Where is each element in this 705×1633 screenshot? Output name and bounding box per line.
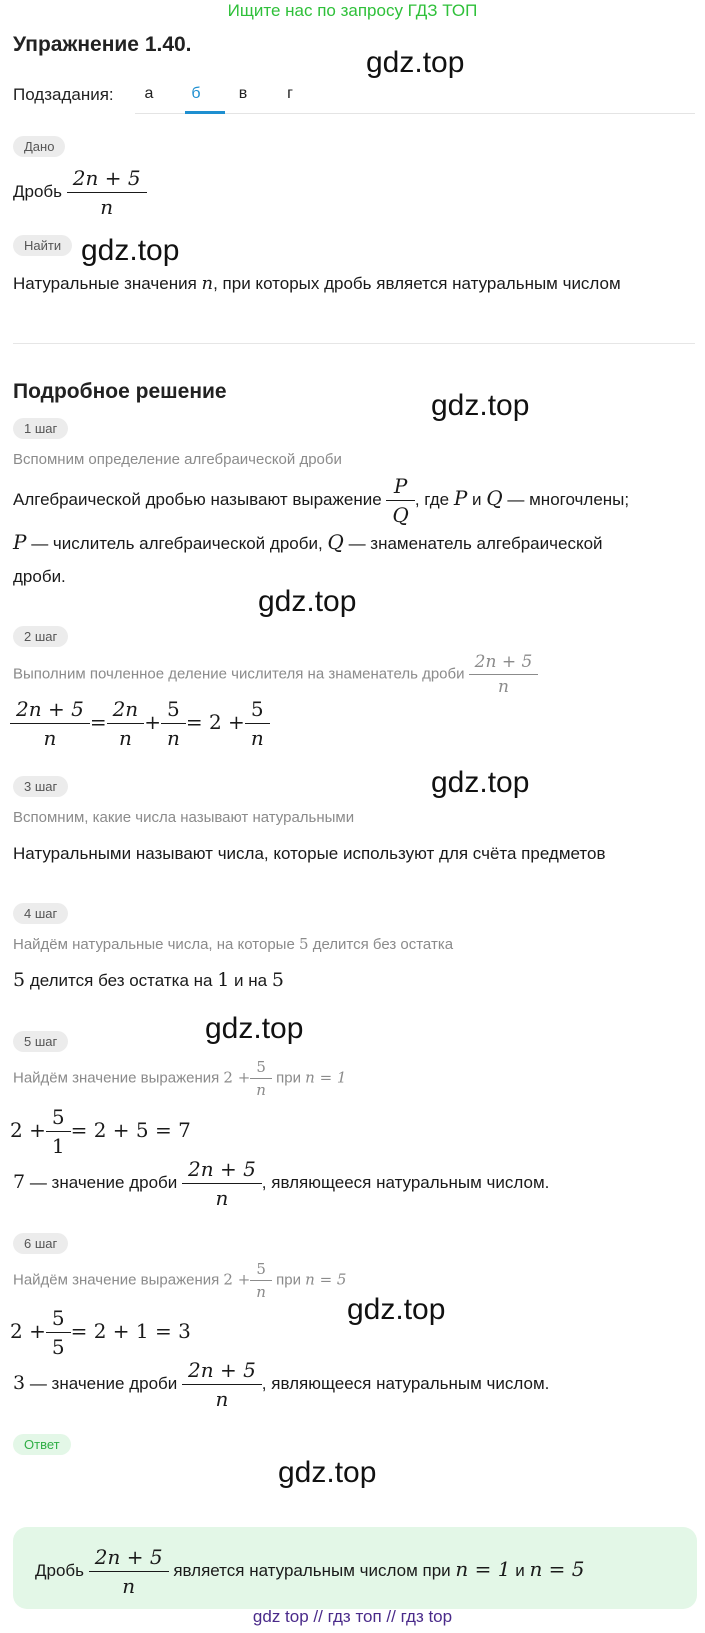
watermark: gdz.top (81, 234, 180, 267)
fraction: $\frac{5}{n}$ (164, 697, 183, 750)
step-badge: 2 шаг (13, 626, 68, 647)
step-text: Натуральными называют числа, которые используют для счёта предметов (13, 844, 606, 863)
watermark: gdz.top (205, 1012, 304, 1045)
active-tab-indicator (185, 111, 225, 114)
tab-b[interactable]: б (191, 85, 201, 102)
answer-badge: Ответ (13, 1434, 71, 1455)
watermark: gdz.top (366, 46, 465, 79)
find-badge: Найти (13, 235, 72, 256)
fraction: $\frac{5}{1}$ (49, 1105, 68, 1158)
fraction: $\frac{2n + 5}{n}$ (472, 652, 536, 697)
section-divider (13, 343, 695, 344)
given-text: Дробь (13, 181, 63, 201)
step-badge: 4 шаг (13, 903, 68, 924)
tab-a[interactable]: а (144, 85, 154, 102)
tab-g[interactable]: г (287, 85, 293, 102)
fraction: $\frac{5}{n}$ (253, 1260, 269, 1301)
step-equation: $\frac{2n + 5}{n}$ = $\frac{2n}{n}$ + $\frac{5}{n}$ = 2 + $\frac{5}{n}$ (10, 697, 270, 750)
watermark: gdz.top (278, 1456, 377, 1489)
step-hint: Найдём натуральные числа, на которые 5 делится без остатка (13, 935, 454, 953)
subtasks-label: Подзадания: (13, 85, 114, 104)
find-line: Натуральные значения n, при которых дробь является натуральным числом (13, 273, 621, 294)
step-hint: Вспомним определение алгебраической дроби (13, 451, 342, 468)
step-badge: 1 шаг (13, 418, 68, 439)
step-text: Алгебраической дробью называют выражение $\frac{P}{Q}$ , где P и Q — многочлены; (13, 474, 630, 527)
top-banner[interactable]: Ищите нас по запросу ГДЗ ТОП (227, 1, 478, 20)
answer-text: Дробь $\frac{2n + 5}{n}$ является натуральным числом при n = 1 и n = 5 (35, 1545, 585, 1598)
watermark: gdz.top (431, 389, 530, 422)
tab-v[interactable]: в (238, 85, 248, 102)
step-badge: 3 шаг (13, 776, 68, 797)
fraction: $\frac{2n + 5}{n}$ (13, 697, 87, 750)
step-text: P — числитель алгебраической дроби, Q — знаменатель алгебраической (13, 530, 603, 554)
fraction: $\frac{5}{5}$ (49, 1306, 68, 1359)
footer-links[interactable]: gdz top // гдз топ // гдз top (252, 1607, 453, 1626)
watermark: gdz.top (258, 585, 357, 618)
step-text: дроби. (13, 567, 66, 586)
step-text: 5 делится без остатка на 1 и на 5 (13, 969, 284, 991)
fraction: $\frac{2n + 5}{n}$ (185, 1358, 259, 1411)
step-badge: 6 шаг (13, 1233, 68, 1254)
page-title: Упражнение 1.40. (13, 33, 192, 56)
step-hint: Найдём значение выражения 2 + $\frac{5}{n}$ при n = 5 (13, 1260, 347, 1301)
step-hint: Вспомним, какие числа называют натуральными (13, 809, 355, 826)
fraction: $\frac{2n + 5}{n}$ (92, 1545, 166, 1598)
fraction: $\frac{5}{n}$ (248, 697, 267, 750)
fraction: $\frac{2n + 5}{n}$ (185, 1157, 259, 1210)
step-hint: Найдём значение выражения 2 + $\frac{5}{n}$ при n = 1 (13, 1058, 347, 1099)
step-text: 7 — значение дроби $\frac{2n + 5}{n}$ , являющееся натуральным числом. (13, 1157, 550, 1210)
fraction: $\frac{P}{Q}$ (389, 474, 411, 527)
watermark: gdz.top (347, 1293, 446, 1326)
given-badge: Дано (13, 136, 65, 157)
watermark: gdz.top (431, 766, 530, 799)
fraction: $\frac{2n}{n}$ (110, 697, 142, 750)
given-fraction: $\frac{2n + 5}{n}$ (70, 166, 144, 219)
step-equation: 2 + $\frac{5}{5}$ = 2 + 1 = 3 (10, 1306, 191, 1359)
step-badge: 5 шаг (13, 1031, 68, 1052)
given-line (13, 166, 147, 219)
solution-title: Подробное решение (13, 380, 227, 403)
fraction: $\frac{5}{n}$ (253, 1058, 269, 1099)
step-text: 3 — значение дроби $\frac{2n + 5}{n}$ , являющееся натуральным числом. (13, 1358, 550, 1411)
step-equation: 2 + $\frac{5}{1}$ = 2 + 5 = 7 (10, 1105, 191, 1158)
step-hint: Выполним почленное деление числителя на знаменатель дроби $\frac{2n + 5}{n}$ (13, 652, 538, 697)
